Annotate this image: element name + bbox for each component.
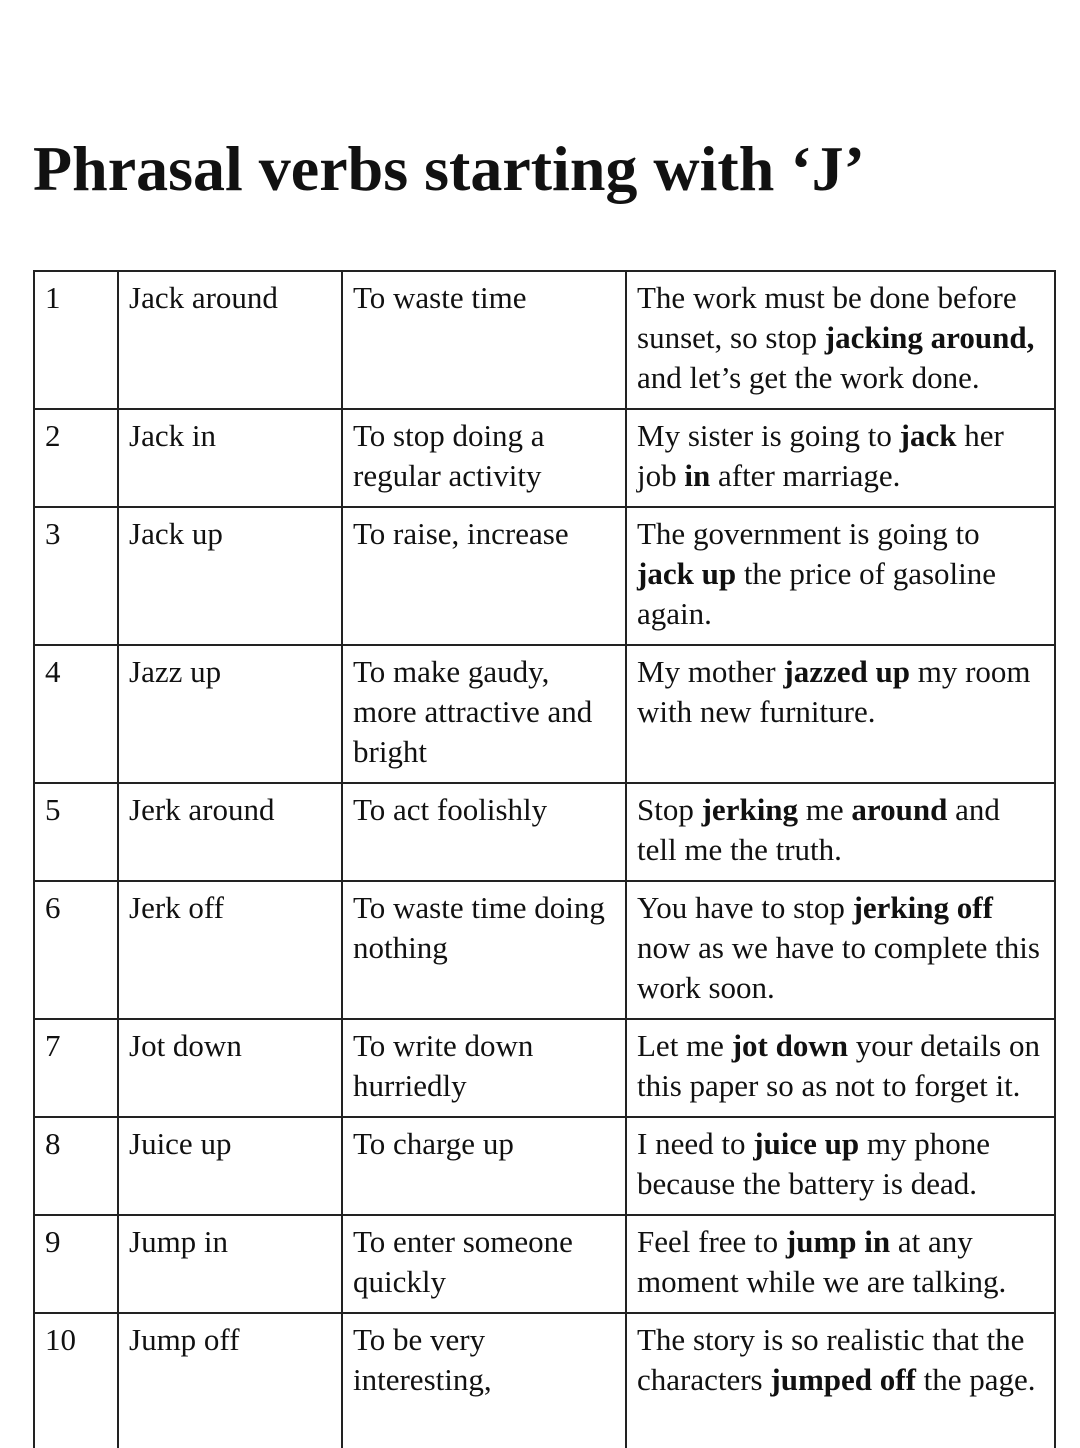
example-phrasal-verb-highlight: jumped off [770, 1362, 916, 1397]
row-number-cell: 8 [34, 1117, 118, 1215]
table-row [34, 783, 1055, 881]
meaning-cell: To raise, increase [342, 507, 626, 645]
phrasal-verb-cell: Jack in [118, 409, 342, 507]
phrasal-verbs-table-container [33, 270, 1056, 1397]
example-phrasal-verb-highlight: in [684, 458, 711, 493]
phrasal-verb-cell: Jump off [118, 1313, 342, 1448]
example-sentence-cell [626, 1313, 1055, 1448]
meaning-cell: To act foolishly [342, 783, 626, 881]
phrasal-verb-cell: Jerk around [118, 783, 342, 881]
example-phrasal-verb-highlight: jot down [731, 1028, 848, 1063]
example-text: my phone because the battery is dead. [637, 1126, 991, 1201]
example-phrasal-verb-highlight: jack up [637, 556, 737, 591]
phrasal-verb-cell: Jack around [118, 271, 342, 409]
phrasal-verb-cell: Jot down [118, 1019, 342, 1117]
example-sentence-cell [626, 881, 1055, 1019]
meaning-cell: To be very interesting, [342, 1313, 626, 1448]
row-number-cell: 4 [34, 645, 118, 783]
example-phrasal-verb-highlight: juice up [753, 1126, 860, 1161]
example-text: My mother [637, 654, 784, 689]
row-number-cell: 3 [34, 507, 118, 645]
table-row [34, 1117, 1055, 1215]
meaning-cell: To waste time [342, 271, 626, 409]
example-phrasal-verb-highlight: jazzed up [783, 654, 910, 689]
phrasal-verb-cell: Jerk off [118, 881, 342, 1019]
example-sentence-cell [626, 271, 1055, 409]
example-text: I need to [637, 1126, 754, 1161]
example-text: my room with new furniture. [637, 654, 1031, 729]
table-row [34, 645, 1055, 783]
table-row [34, 507, 1055, 645]
example-phrasal-verb-highlight: around [851, 792, 948, 827]
example-phrasal-verb-highlight: jack [899, 418, 957, 453]
example-text: your details on this paper so as not to forget it. [637, 1028, 1040, 1103]
table-row [34, 409, 1055, 507]
example-text: and let’s get the work done. [637, 360, 980, 395]
example-text: and tell me the truth. [637, 792, 1000, 867]
example-phrasal-verb-highlight: jerking [701, 792, 799, 827]
example-phrasal-verb-highlight: jacking around, [824, 320, 1035, 355]
meaning-cell: To waste time doing nothing [342, 881, 626, 1019]
table-row [34, 1019, 1055, 1117]
meaning-cell: To enter someone quickly [342, 1215, 626, 1313]
example-text: the page. [915, 1362, 1036, 1397]
example-text: the price of gasoline again. [637, 556, 997, 631]
example-text: Stop [637, 792, 702, 827]
example-text: now as we have to complete this work soon. [637, 930, 1040, 1005]
example-phrasal-verb-highlight: jerking off [852, 890, 993, 925]
example-text: after marriage. [710, 458, 901, 493]
phrasal-verb-cell: Jack up [118, 507, 342, 645]
meaning-cell: To stop doing a regular activity [342, 409, 626, 507]
meaning-cell: To write down hurriedly [342, 1019, 626, 1117]
page-title: Phrasal verbs starting with ‘J’ [33, 133, 865, 204]
example-phrasal-verb-highlight: jump in [785, 1224, 891, 1259]
table-row [34, 1215, 1055, 1313]
row-number-cell: 2 [34, 409, 118, 507]
example-text: You have to stop [637, 890, 853, 925]
phrasal-verb-cell: Juice up [118, 1117, 342, 1215]
example-sentence-cell [626, 645, 1055, 783]
table-row [34, 1313, 1055, 1448]
example-sentence-cell [626, 409, 1055, 507]
example-text: Let me [637, 1028, 732, 1063]
example-sentence-cell [626, 1215, 1055, 1313]
example-text: Feel free to [637, 1224, 786, 1259]
table-body [34, 271, 1055, 1448]
example-text: me [798, 792, 852, 827]
example-text: her job [637, 418, 1004, 493]
example-sentence-cell [626, 1019, 1055, 1117]
meaning-cell: To charge up [342, 1117, 626, 1215]
example-sentence-cell [626, 507, 1055, 645]
row-number-cell: 6 [34, 881, 118, 1019]
example-sentence-cell [626, 783, 1055, 881]
row-number-cell: 10 [34, 1313, 118, 1448]
example-sentence-cell [626, 1117, 1055, 1215]
example-text: at any moment while we are talking. [637, 1224, 1007, 1299]
example-text: My sister is going to [637, 418, 900, 453]
phrasal-verbs-table [33, 270, 1056, 1448]
table-row [34, 881, 1055, 1019]
row-number-cell: 5 [34, 783, 118, 881]
meaning-cell: To make gaudy, more attractive and bright [342, 645, 626, 783]
example-text: The work must be done before sunset, so stop [637, 280, 1017, 355]
row-number-cell: 7 [34, 1019, 118, 1117]
example-text: The story is so realistic that the characters [637, 1322, 1025, 1397]
phrasal-verb-cell: Jump in [118, 1215, 342, 1313]
example-text: The government is going to [637, 516, 980, 551]
phrasal-verb-cell: Jazz up [118, 645, 342, 783]
row-number-cell: 1 [34, 271, 118, 409]
row-number-cell: 9 [34, 1215, 118, 1313]
table-row [34, 271, 1055, 409]
